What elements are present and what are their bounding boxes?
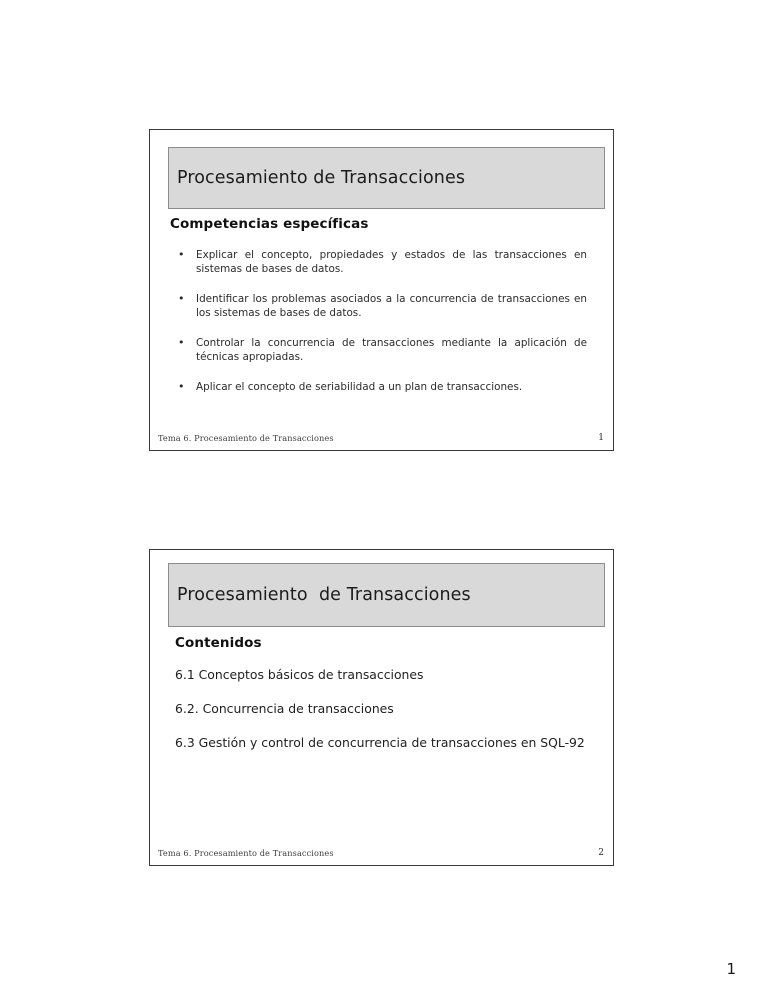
slide-1-title: Procesamiento de Transacciones bbox=[177, 168, 466, 188]
footer-label: Tema 6. Procesamiento de Transacciones bbox=[158, 848, 334, 858]
list-item bbox=[170, 292, 595, 320]
footer-slide-number: 1 bbox=[598, 433, 604, 443]
bullet-icon: • bbox=[178, 380, 185, 393]
slide-1-footer bbox=[150, 431, 613, 445]
bullet-icon: • bbox=[178, 292, 185, 305]
slide-2-title: Procesamiento de Transacciones bbox=[177, 585, 471, 605]
list-item-text: Identificar los problemas asociados a la concurrencia de transacciones en los sistemas de bases de datos. bbox=[196, 293, 587, 319]
list-item-text: Explicar el concepto, propiedades y estados de las transacciones en sistemas de bases de datos. bbox=[196, 249, 587, 275]
bullet-icon: • bbox=[178, 248, 185, 261]
slide-2-title-box bbox=[168, 563, 605, 627]
list-item bbox=[170, 380, 595, 394]
list-item bbox=[170, 336, 595, 364]
list-item-text: Controlar la concurrencia de transacciones mediante la aplicación de técnicas apropiadas. bbox=[196, 337, 587, 363]
list-item: 6.3 Gestión y control de concurrencia de transacciones en SQL-92 bbox=[175, 735, 585, 750]
slide-2-footer bbox=[150, 846, 613, 860]
list-item: 6.1 Conceptos básicos de transacciones bbox=[175, 667, 424, 682]
list-item bbox=[170, 248, 595, 276]
slide-2-section-heading: Contenidos bbox=[175, 635, 262, 651]
bullet-icon: • bbox=[178, 336, 185, 349]
footer-slide-number: 2 bbox=[598, 848, 604, 858]
slide-2 bbox=[149, 549, 614, 866]
slide-1 bbox=[149, 129, 614, 451]
slide-1-bullet-list bbox=[170, 248, 595, 394]
slide-1-title-box bbox=[168, 147, 605, 209]
list-item-text: Aplicar el concepto de seriabilidad a un plan de transacciones. bbox=[196, 381, 523, 393]
slide-2-contents-list bbox=[175, 667, 595, 751]
list-item: 6.2. Concurrencia de transacciones bbox=[175, 701, 394, 716]
footer-label: Tema 6. Procesamiento de Transacciones bbox=[158, 433, 334, 443]
document-page-number: 1 bbox=[726, 960, 736, 978]
slide-1-section-heading: Competencias específicas bbox=[170, 216, 369, 232]
